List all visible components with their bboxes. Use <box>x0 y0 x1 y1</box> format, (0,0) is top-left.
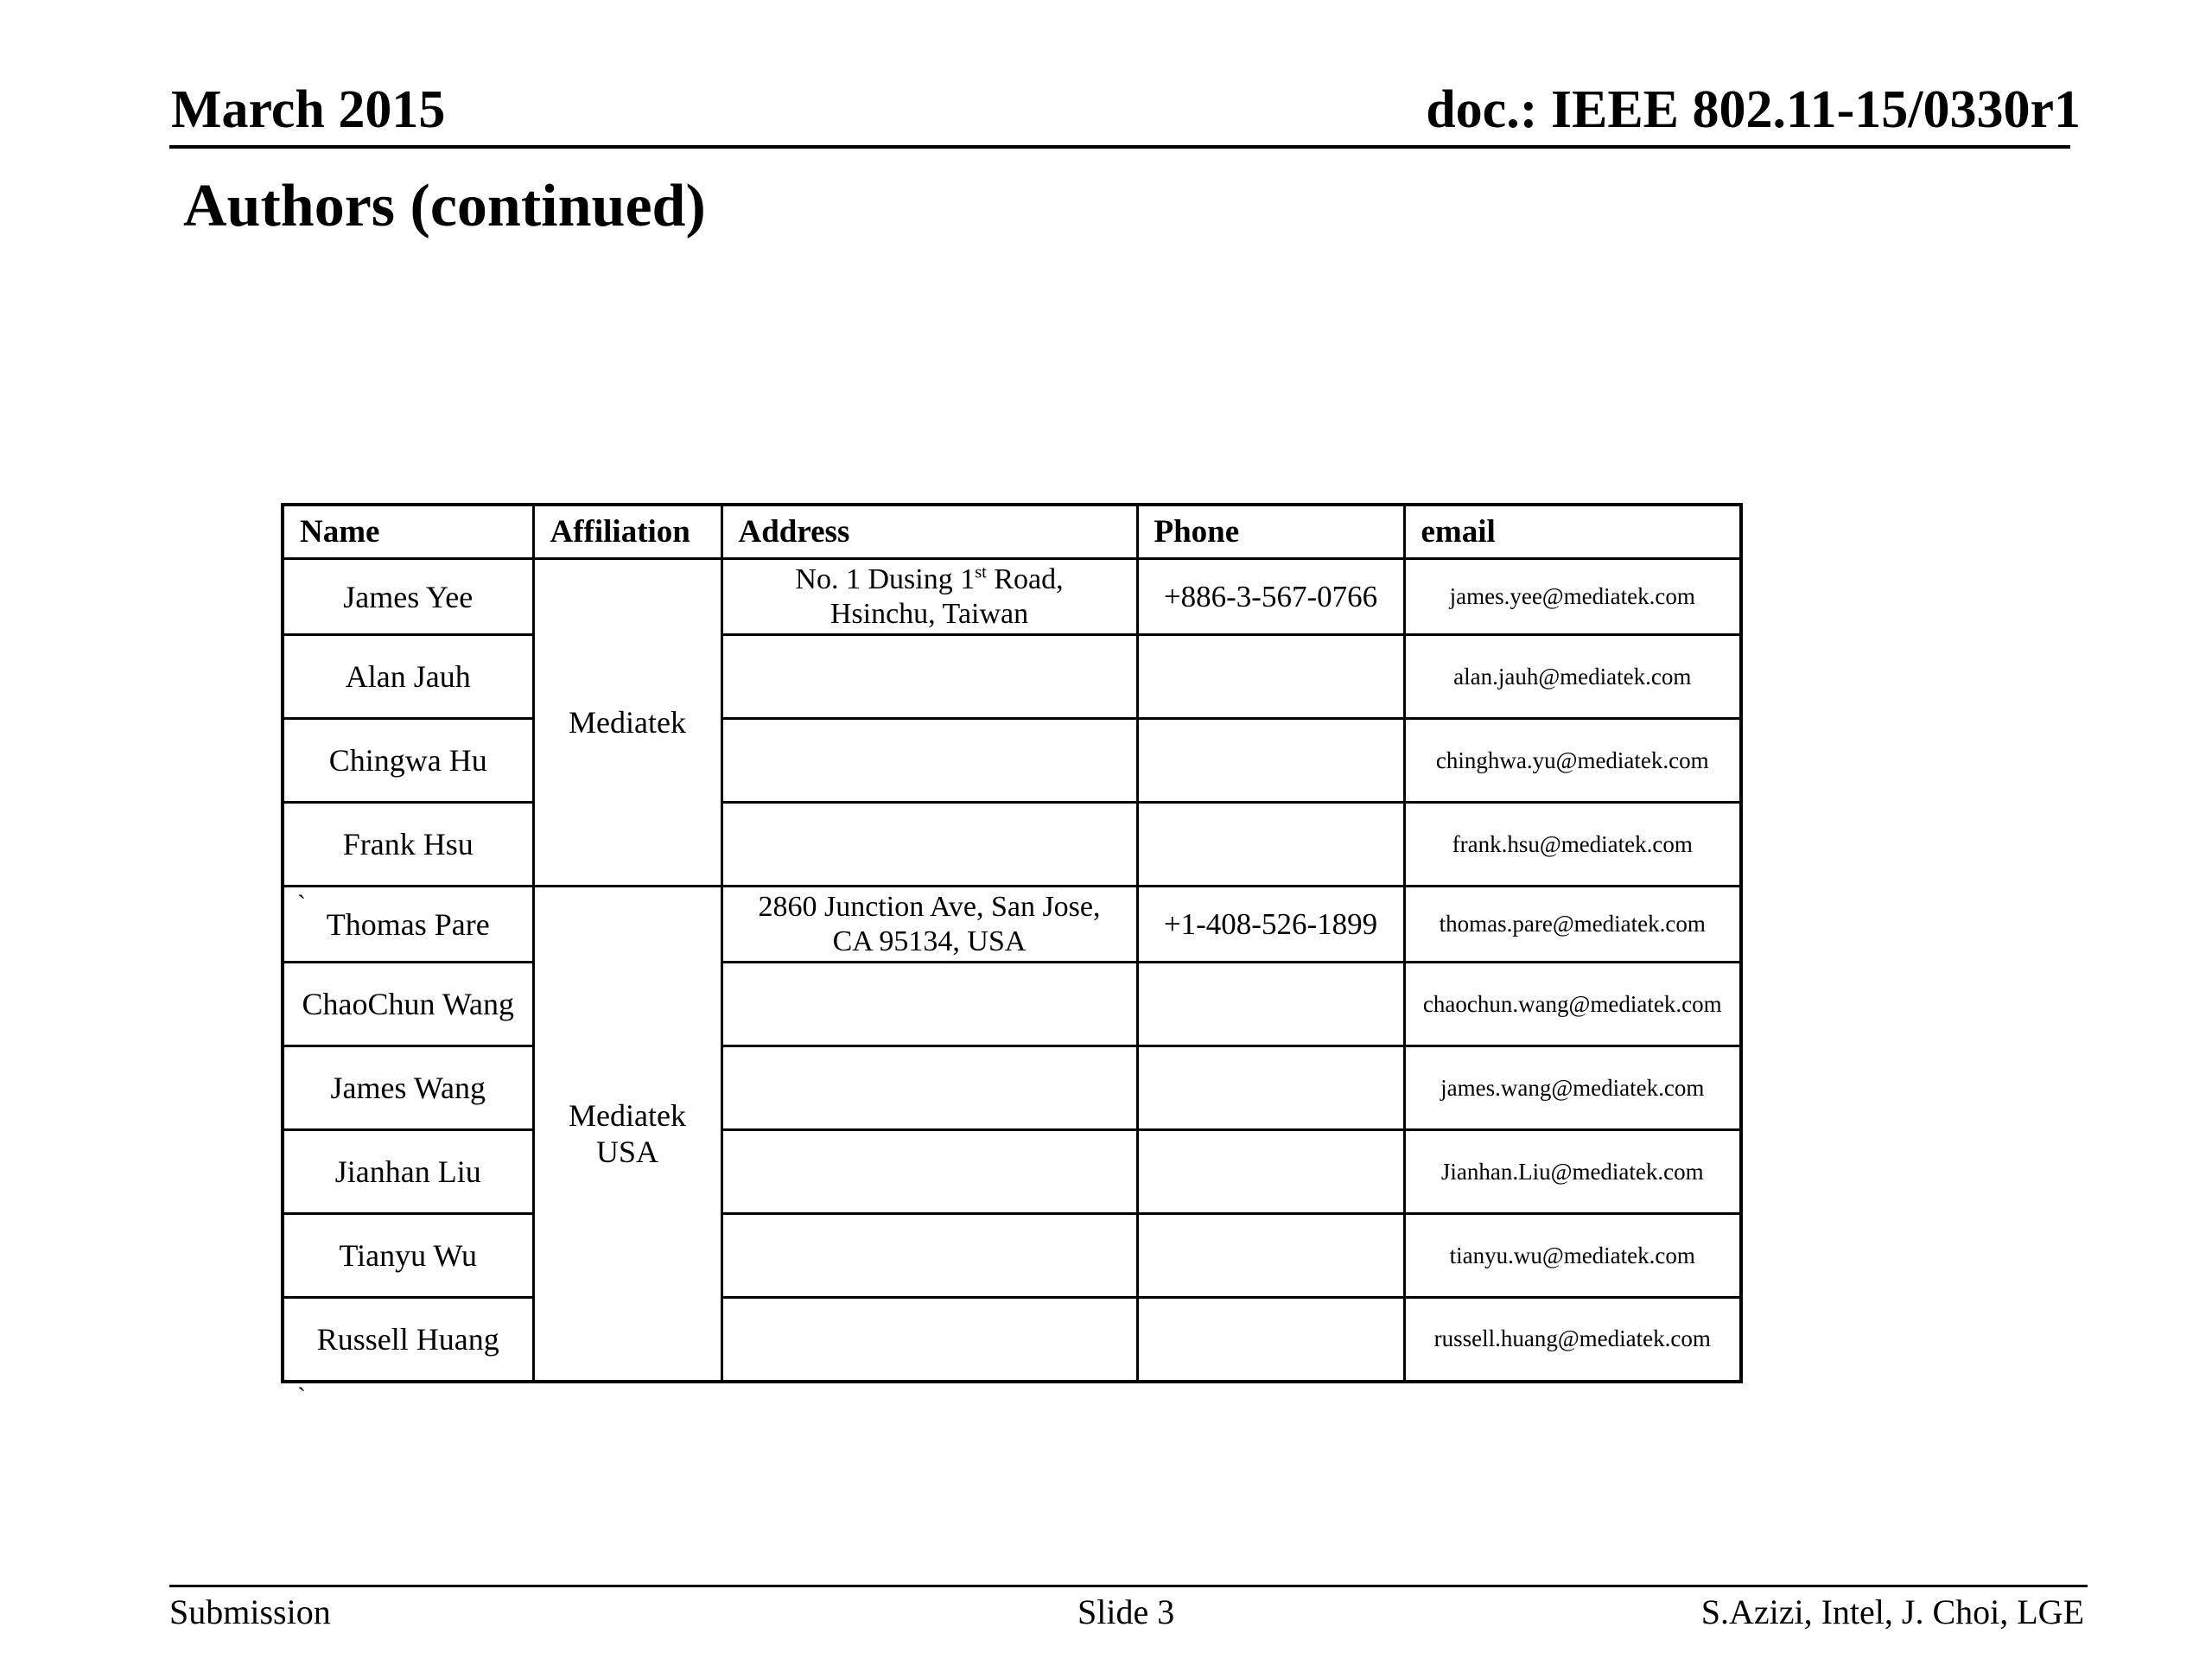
table-row <box>283 635 1741 719</box>
author-name: Frank Hsu <box>283 803 533 887</box>
phone-cell <box>1137 963 1404 1046</box>
author-name: Tianyu Wu <box>283 1214 533 1298</box>
column-header-affiliation: Affiliation <box>533 505 721 559</box>
table-row <box>283 963 1741 1046</box>
slide-title: Authors (continued) <box>183 173 706 239</box>
phone-cell <box>1137 635 1404 719</box>
phone-cell <box>1137 1046 1404 1130</box>
phone-cell <box>1137 803 1404 887</box>
address-line-1-tail: Road, <box>986 563 1064 595</box>
table-row <box>283 887 1741 963</box>
table-row <box>283 1046 1741 1130</box>
table-header-row <box>283 505 1741 559</box>
column-header-address: Address <box>721 505 1137 559</box>
affiliation-line-2: USA <box>595 1134 659 1169</box>
table-row <box>283 1214 1741 1298</box>
header-date: March 2015 <box>171 80 446 139</box>
affiliation-text: Mediatek <box>569 705 686 740</box>
address-line-1: No. 1 Dusing 1 <box>795 563 976 595</box>
authors-table <box>281 503 1743 1383</box>
footer-authors: S.Azizi, Intel, J. Choi, LGE <box>1700 1592 2084 1631</box>
address-cell <box>721 635 1137 719</box>
author-name: Chingwa Hu <box>283 719 533 803</box>
phone-cell <box>1137 1298 1404 1382</box>
email-cell: tianyu.wu@mediatek.com <box>1404 1214 1741 1298</box>
email-cell: james.yee@mediatek.com <box>1404 559 1741 635</box>
affiliation-cell <box>533 887 721 1382</box>
address-line-2: CA 95134, USA <box>832 925 1027 957</box>
header-rule <box>169 145 2070 149</box>
phone-cell <box>1137 1130 1404 1214</box>
address-cell <box>721 803 1137 887</box>
phone-cell <box>1137 1214 1404 1298</box>
address-cell <box>721 963 1137 1046</box>
author-name: James Wang <box>283 1046 533 1130</box>
email-cell: Jianhan.Liu@mediatek.com <box>1404 1130 1741 1214</box>
affiliation-line-1: Mediatek <box>569 1097 686 1133</box>
footer-submission: Submission <box>169 1592 331 1631</box>
address-cell <box>721 1130 1137 1214</box>
email-cell: chaochun.wang@mediatek.com <box>1404 963 1741 1046</box>
footer-slide-number: Slide 3 <box>1077 1592 1175 1631</box>
affiliation-cell <box>533 559 721 887</box>
table-row <box>283 1130 1741 1214</box>
table-row <box>283 803 1741 887</box>
address-superscript: st <box>975 563 987 582</box>
table-row <box>283 719 1741 803</box>
address-cell <box>721 719 1137 803</box>
author-name: ChaoChun Wang <box>283 963 533 1046</box>
address-cell <box>721 1046 1137 1130</box>
address-line-2: Hsinchu, Taiwan <box>830 597 1029 630</box>
phone-cell: +886-3-567-0766 <box>1137 559 1404 635</box>
email-cell: frank.hsu@mediatek.com <box>1404 803 1741 887</box>
address-cell <box>721 559 1137 635</box>
phone-cell: +1-408-526-1899 <box>1137 887 1404 963</box>
address-cell <box>721 1214 1137 1298</box>
header-doc-id: doc.: IEEE 802.11-15/0330r1 <box>1426 80 2081 139</box>
column-header-email: email <box>1404 505 1741 559</box>
footer-rule <box>169 1585 2088 1587</box>
author-name: James Yee <box>283 559 533 635</box>
author-name: Thomas Pare <box>283 887 533 963</box>
address-line-1: 2860 Junction Ave, San Jose, <box>758 890 1101 923</box>
email-cell: russell.huang@mediatek.com <box>1404 1298 1741 1382</box>
author-name: Russell Huang <box>283 1298 533 1382</box>
author-name: Alan Jauh <box>283 635 533 719</box>
address-cell <box>721 887 1137 963</box>
phone-cell <box>1137 719 1404 803</box>
table-row <box>283 1298 1741 1382</box>
address-cell <box>721 1298 1137 1382</box>
column-header-name: Name <box>283 505 533 559</box>
stray-backtick-mark: ` <box>297 1382 306 1411</box>
email-cell: thomas.pare@mediatek.com <box>1404 887 1741 963</box>
table-row <box>283 559 1741 635</box>
email-cell: alan.jauh@mediatek.com <box>1404 635 1741 719</box>
column-header-phone: Phone <box>1137 505 1404 559</box>
stray-backtick-mark: ` <box>297 890 306 918</box>
author-name: Jianhan Liu <box>283 1130 533 1214</box>
email-cell: james.wang@mediatek.com <box>1404 1046 1741 1130</box>
email-cell: chinghwa.yu@mediatek.com <box>1404 719 1741 803</box>
